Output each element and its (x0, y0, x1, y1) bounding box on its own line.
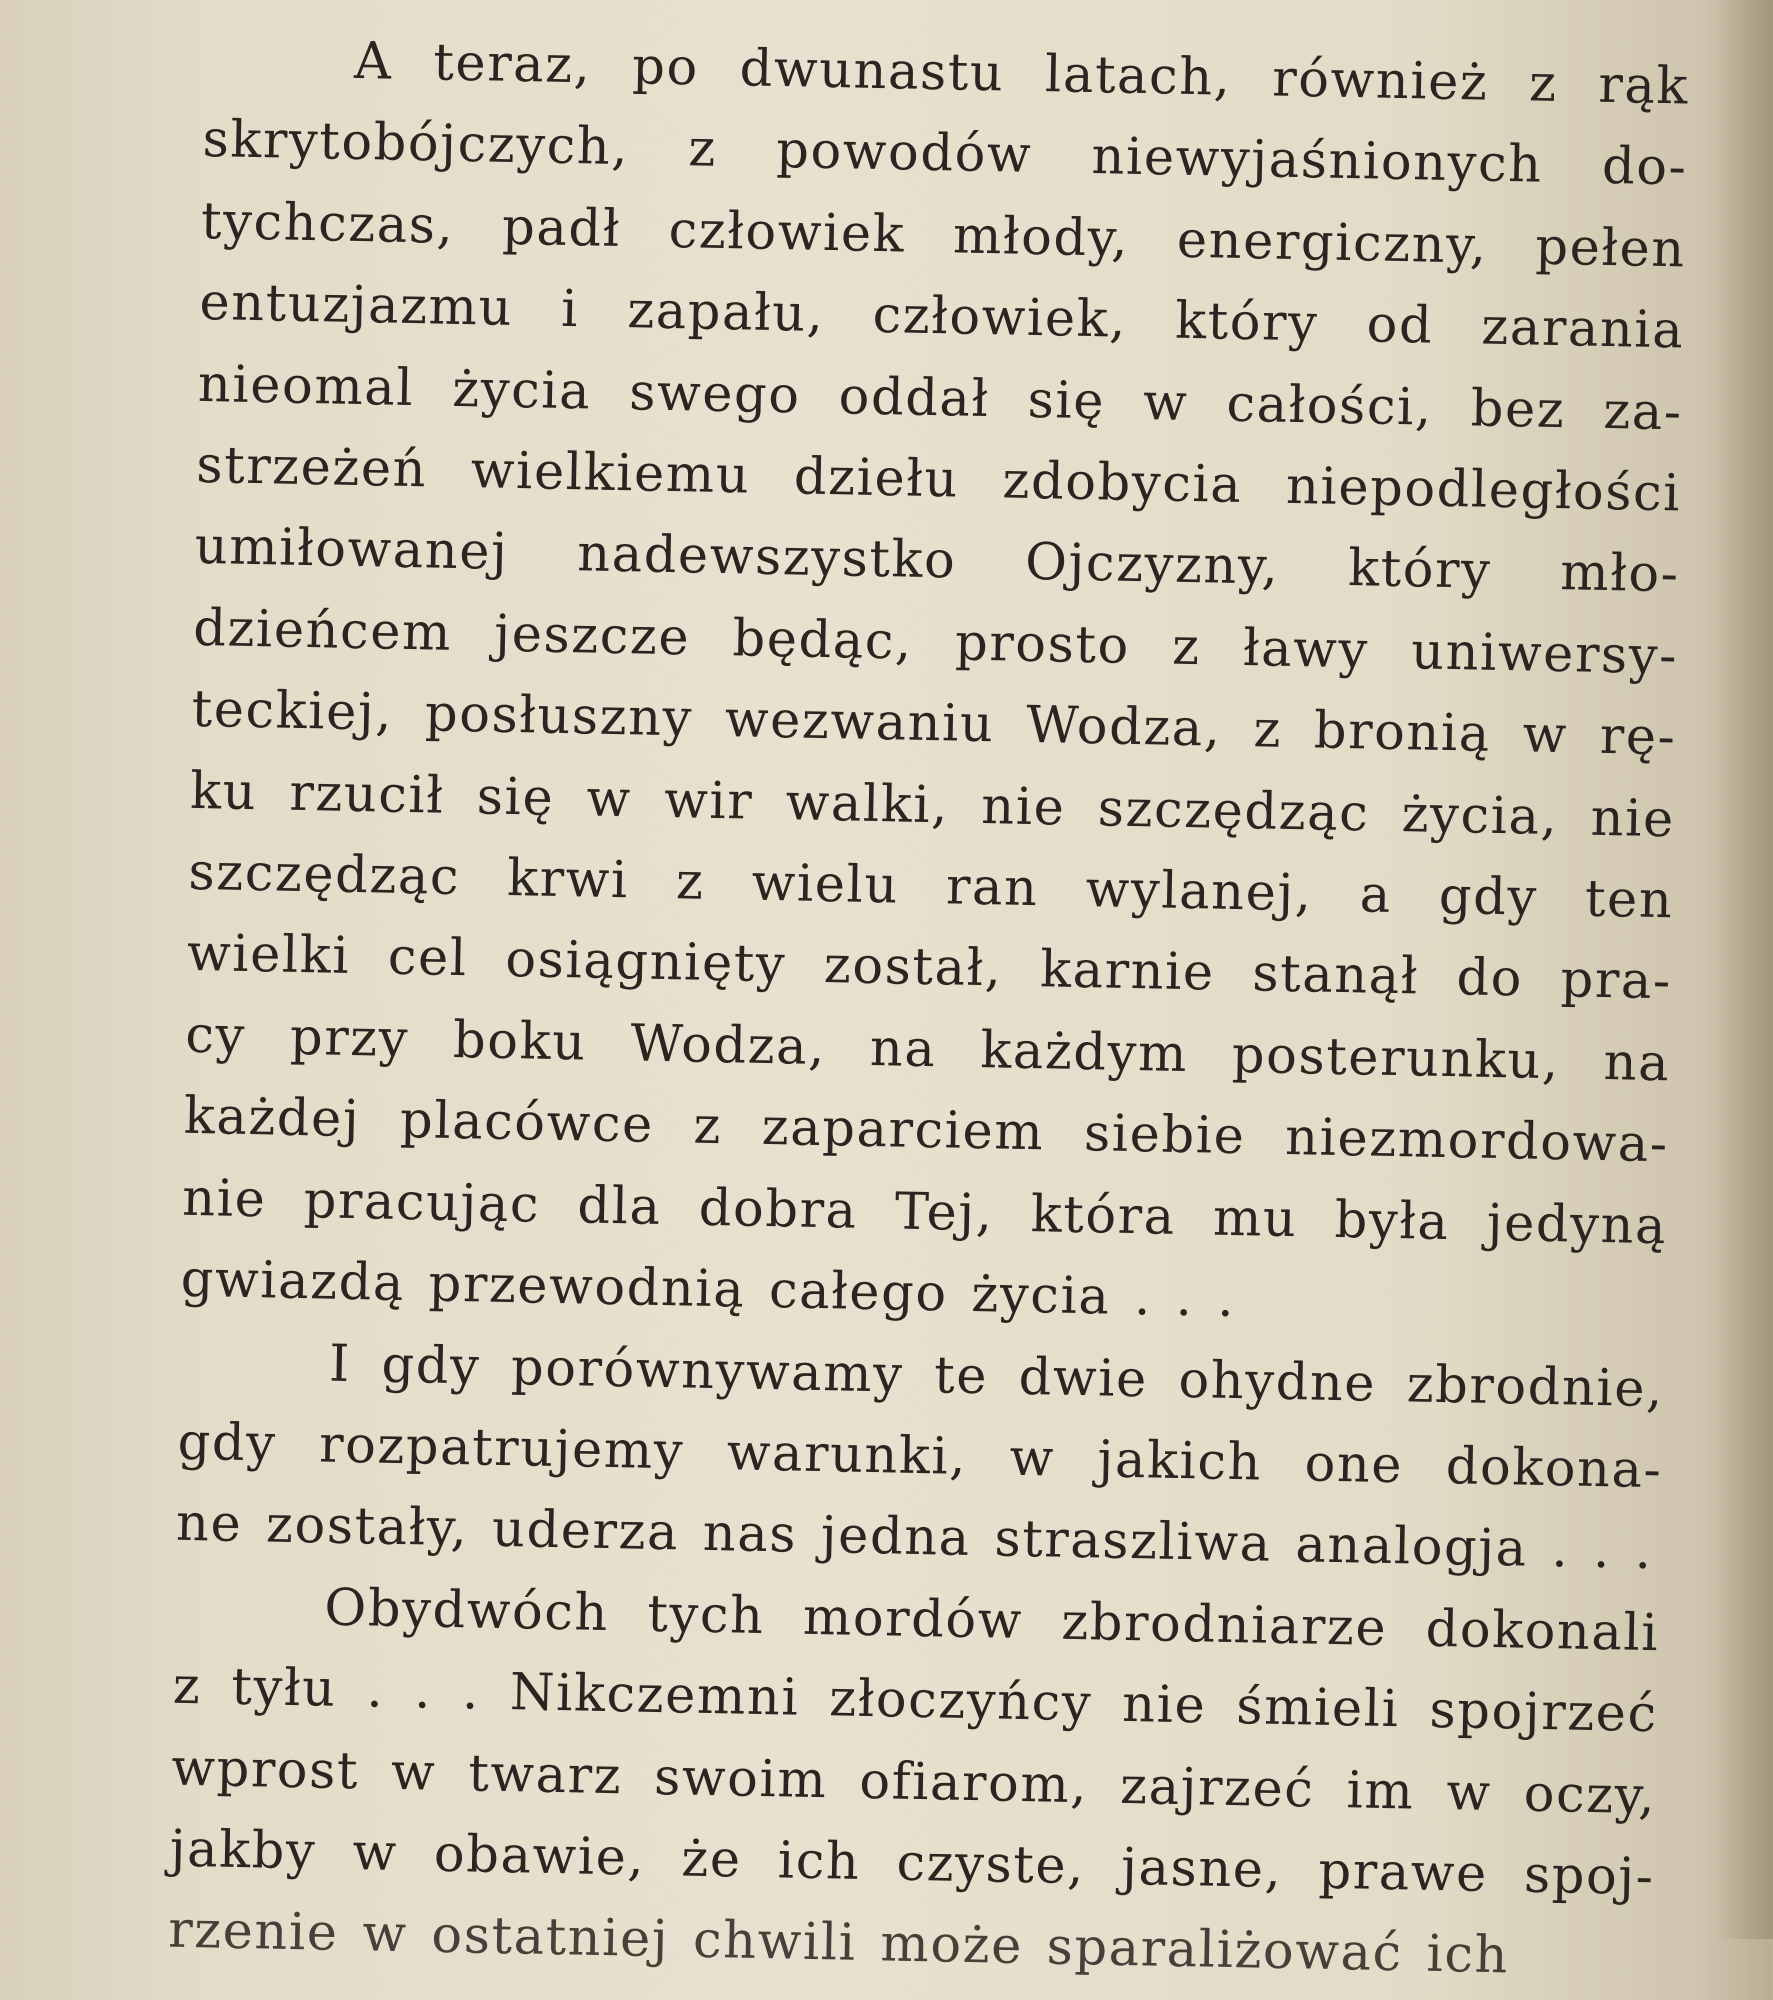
text-line: jakby w obawie, że ich czyste, jasne, prawe spoj- (169, 1819, 1656, 1908)
text-line: ne zostały, uderza nas jedna straszliwa analogja . . . (175, 1494, 1654, 1582)
text-line: umiłowanej nadewszystko Ojczyzny, który mło- (194, 517, 1681, 605)
paragraph (180, 18, 1690, 1349)
text-line: nie pracując dla dobra Tej, która mu była jedyną (181, 1168, 1668, 1256)
page-text (167, 18, 1689, 2000)
text-line: tychczas, padł człowiek młody, energiczny, pełen (200, 191, 1687, 280)
text-line: z tyłu . . . Nikczemni złoczyńcy nie śmieli spojrzeć (172, 1656, 1659, 1745)
text-line: rzenie w ostatniej chwili może sparaliżować ich (167, 1900, 1510, 1986)
text-line: każdej placówce z zaparciem siebie niezmordowa- (183, 1087, 1670, 1175)
text-line: ku rzucił się w wir walki, nie szczędząc życia, nie (189, 761, 1676, 850)
text-line: cy przy boku Wodza, na każdym posterunku, na (184, 1005, 1671, 1094)
text-line: gdy rozpatrujemy warunki, w jakich one dokona- (177, 1412, 1663, 1501)
text-line: teckiej, posłuszny wezwaniu Wodza, z bronią w rę- (191, 680, 1678, 768)
page-spine-shadow (1713, 0, 1773, 1939)
text-line: dzieńcem jeszcze będąc, prosto z ławy uniwersy- (192, 598, 1679, 687)
text-line: szczędząc krwi z wielu ran wylanej, a gdy ten (188, 842, 1674, 931)
text-line: I gdy porównywamy te dwie ohydne zbrodnie, (328, 1334, 1665, 1419)
text-line: A teraz, po dwunastu latach, również z rąk (353, 31, 1690, 117)
text-line: gwiazdą przewodnią całego życia . . . (180, 1249, 1236, 1330)
text-line: Obydwóch tych mordów zbrodniarze dokonali (323, 1578, 1660, 1663)
text-line: strzeżeń wielkiemu dziełu zdobycia niepodległości (195, 435, 1682, 524)
paragraph (167, 1564, 1660, 1999)
text-line: skrytobójczych, z powodów niewyjaśnionych do- (202, 110, 1688, 198)
paragraph (175, 1320, 1664, 1593)
text-line: wielki cel osiągnięty został, karnie stanął do pra- (186, 924, 1673, 1012)
text-line: nieomal życia swego oddał się w całości, bez za- (197, 354, 1684, 443)
text-line: entuzjazmu i zapału, człowiek, który od zarania (198, 273, 1685, 361)
text-line: wprost w twarz swoim ofiarom, zajrzeć im w oczy, (170, 1738, 1657, 1826)
